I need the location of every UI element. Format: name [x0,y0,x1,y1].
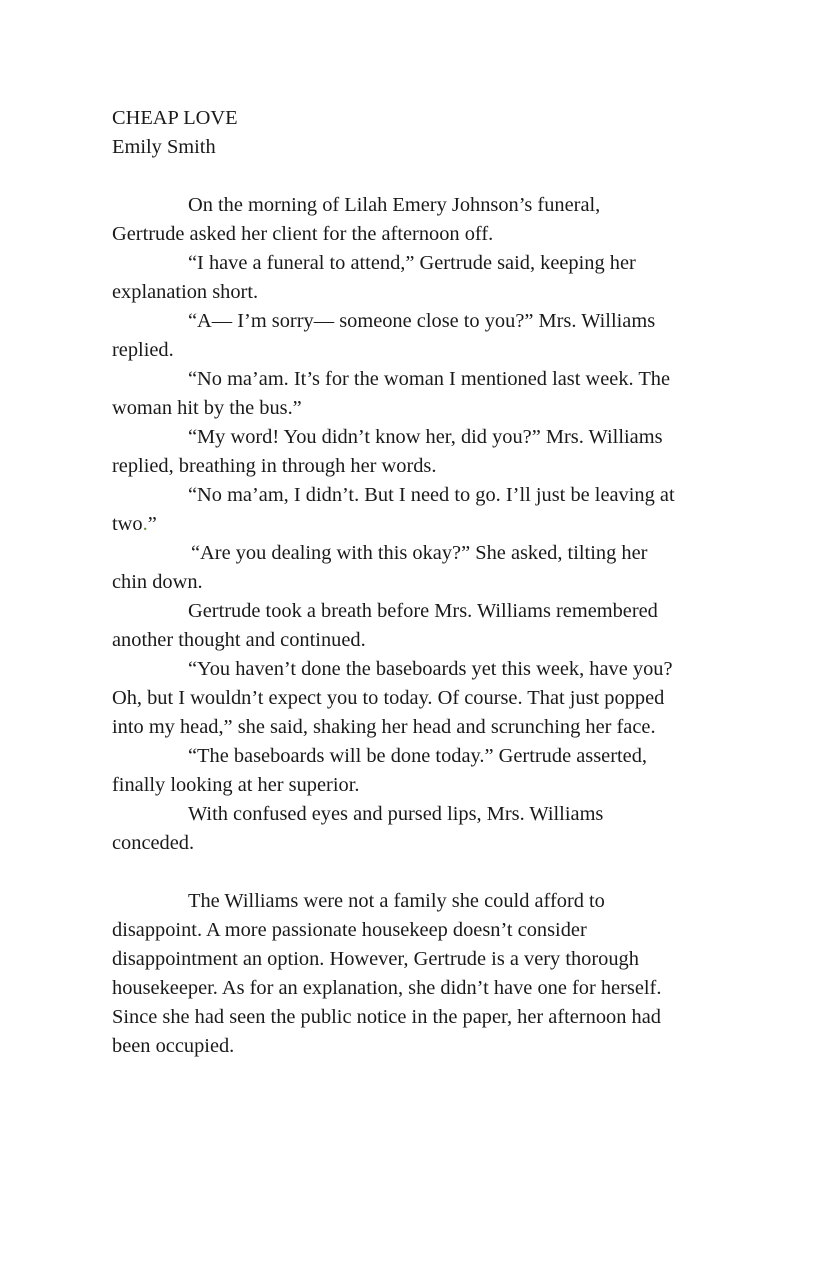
line-text: ” [147,513,157,535]
line-text: two [112,513,143,535]
paragraph-line: Since she had seen the public notice in the paper, her afternoon had [112,1006,661,1028]
paragraph-line: into my head,” she said, shaking her head and scrunching her face. [112,716,656,738]
paragraph-line: conceded. [112,832,195,854]
paragraph-line: Gertrude took a breath before Mrs. Williams remembered [188,600,658,622]
paragraph-line: “My word! You didn’t know her, did you?” Mrs. Williams [188,426,663,448]
paragraph-line: finally looking at her superior. [112,774,360,796]
paragraph-line: chin down. [112,571,203,593]
paragraph-line: “I have a funeral to attend,” Gertrude said, keeping her [188,252,636,274]
paragraph-line: housekeeper. As for an explanation, she didn’t have one for herself. [112,977,662,999]
story-title: CHEAP LOVE [112,107,238,129]
paragraph-line: The Williams were not a family she could afford to [188,890,605,912]
paragraph-line: woman hit by the bus.” [112,397,302,419]
document-page [112,104,717,1061]
paragraph-line: been occupied. [112,1035,235,1057]
paragraph-line: On the morning of Lilah Emery Johnson’s funeral, [188,194,601,216]
grammar-mark: . [142,513,148,535]
paragraph-line: “No ma’am, I didn’t. But I need to go. I’ll just be leaving at [188,484,675,506]
paragraph-line: “Are you dealing with this okay?” She asked, tilting her [191,542,648,564]
blank-line [112,162,717,191]
paragraph-line: replied. [112,339,174,361]
paragraph-line: “A— I’m sorry— someone close to you?” Mrs. Williams [188,310,656,332]
author-name: Emily Smith [112,136,216,158]
paragraph-line: replied, breathing in through her words. [112,455,437,477]
paragraph-line [112,510,717,539]
paragraph-line: “You haven’t done the baseboards yet this week, have you? [188,658,673,680]
paragraph-line: “No ma’am. It’s for the woman I mentioned last week. The [188,368,671,390]
paragraph-line: Oh, but I wouldn’t expect you to today. Of course. That just popped [112,687,665,709]
paragraph-line: explanation short. [112,281,259,303]
paragraph-line: another thought and continued. [112,629,366,651]
paragraph-line: Gertrude asked her client for the afternoon off. [112,223,494,245]
paragraph-line: disappoint. A more passionate housekeep doesn’t consider [112,919,587,941]
paragraph-line: disappointment an option. However, Gertrude is a very thorough [112,948,639,970]
paragraph-line: “The baseboards will be done today.” Gertrude asserted, [188,745,647,767]
paragraph-line: With confused eyes and pursed lips, Mrs. Williams [188,803,604,825]
blank-line [112,858,717,887]
